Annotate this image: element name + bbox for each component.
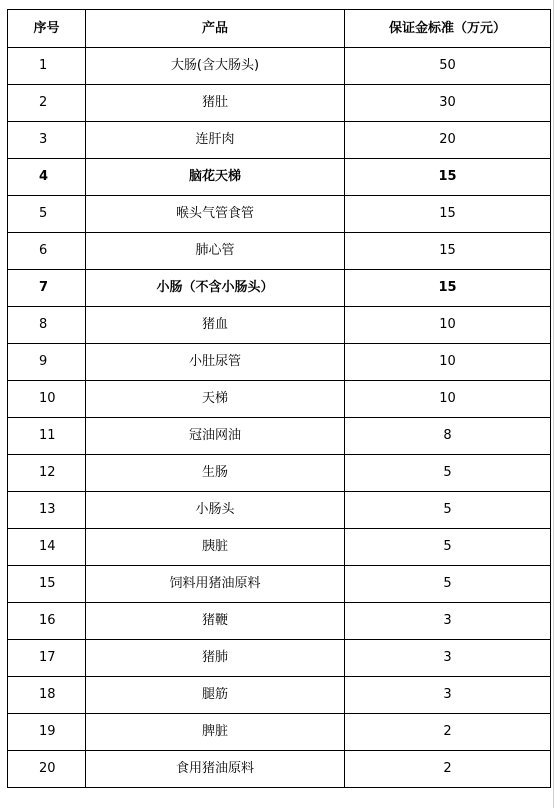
cell-serial-number: 20 [8,751,86,788]
cell-product: 猪肺 [86,640,345,677]
cell-product: 脾脏 [86,714,345,751]
cell-product: 小肠（不含小肠头） [86,270,345,307]
cell-serial-number: 8 [8,307,86,344]
cell-serial-number: 9 [8,344,86,381]
cell-product: 腿筋 [86,677,345,714]
cell-product: 肺心管 [86,233,345,270]
cell-deposit: 8 [345,418,551,455]
cell-deposit: 5 [345,492,551,529]
cell-serial-number: 10 [8,381,86,418]
cell-product: 喉头气管食管 [86,196,345,233]
cell-product: 冠油网油 [86,418,345,455]
cell-product: 天梯 [86,381,345,418]
table-row [8,122,551,159]
header-serial-number: 序号 [8,10,86,48]
table-row [8,381,551,418]
table-row [8,159,551,196]
cell-product: 连肝肉 [86,122,345,159]
table-row [8,270,551,307]
table-row [8,566,551,603]
cell-deposit: 10 [345,344,551,381]
table-row [8,714,551,751]
cell-deposit: 30 [345,85,551,122]
cell-product: 生肠 [86,455,345,492]
cell-serial-number: 7 [8,270,86,307]
cell-deposit: 15 [345,196,551,233]
cell-serial-number: 18 [8,677,86,714]
cell-serial-number: 2 [8,85,86,122]
cell-deposit: 15 [345,270,551,307]
cell-deposit: 3 [345,603,551,640]
cell-serial-number: 1 [8,48,86,85]
cell-deposit: 2 [345,751,551,788]
cell-product: 猪肚 [86,85,345,122]
header-product: 产品 [86,10,345,48]
cell-serial-number: 12 [8,455,86,492]
cell-product: 胰脏 [86,529,345,566]
cell-product: 猪血 [86,307,345,344]
cell-serial-number: 5 [8,196,86,233]
cell-serial-number: 14 [8,529,86,566]
cell-deposit: 15 [345,233,551,270]
cell-product: 小肚尿管 [86,344,345,381]
cell-product: 猪鞭 [86,603,345,640]
cell-deposit: 5 [345,566,551,603]
cell-deposit: 5 [345,529,551,566]
table-row [8,603,551,640]
cell-deposit: 5 [345,455,551,492]
table-row [8,196,551,233]
table-row [8,492,551,529]
table-row [8,640,551,677]
cell-serial-number: 6 [8,233,86,270]
cell-serial-number: 17 [8,640,86,677]
cell-deposit: 15 [345,159,551,196]
cell-product: 饲料用猪油原料 [86,566,345,603]
cell-serial-number: 3 [8,122,86,159]
cell-product: 小肠头 [86,492,345,529]
cell-deposit: 20 [345,122,551,159]
cell-deposit: 50 [345,48,551,85]
table-row [8,455,551,492]
table-header-row [8,10,551,48]
cell-deposit: 3 [345,640,551,677]
table-row [8,85,551,122]
table-row [8,48,551,85]
table-row [8,751,551,788]
table-row [8,529,551,566]
cell-serial-number: 4 [8,159,86,196]
deposit-standard-table [7,9,551,788]
table-row [8,418,551,455]
table-row [8,307,551,344]
cell-deposit: 10 [345,381,551,418]
cell-deposit: 3 [345,677,551,714]
cell-serial-number: 11 [8,418,86,455]
cell-serial-number: 13 [8,492,86,529]
cell-product: 食用猪油原料 [86,751,345,788]
table-row [8,233,551,270]
page-edge-line [553,0,554,808]
table-body [8,48,551,788]
table-row [8,344,551,381]
cell-deposit: 2 [345,714,551,751]
cell-serial-number: 19 [8,714,86,751]
table-row [8,677,551,714]
deposit-table-container [7,9,551,788]
cell-product: 大肠(含大肠头) [86,48,345,85]
header-deposit-standard: 保证金标准（万元） [345,10,551,48]
cell-serial-number: 15 [8,566,86,603]
cell-deposit: 10 [345,307,551,344]
cell-product: 脑花天梯 [86,159,345,196]
cell-serial-number: 16 [8,603,86,640]
